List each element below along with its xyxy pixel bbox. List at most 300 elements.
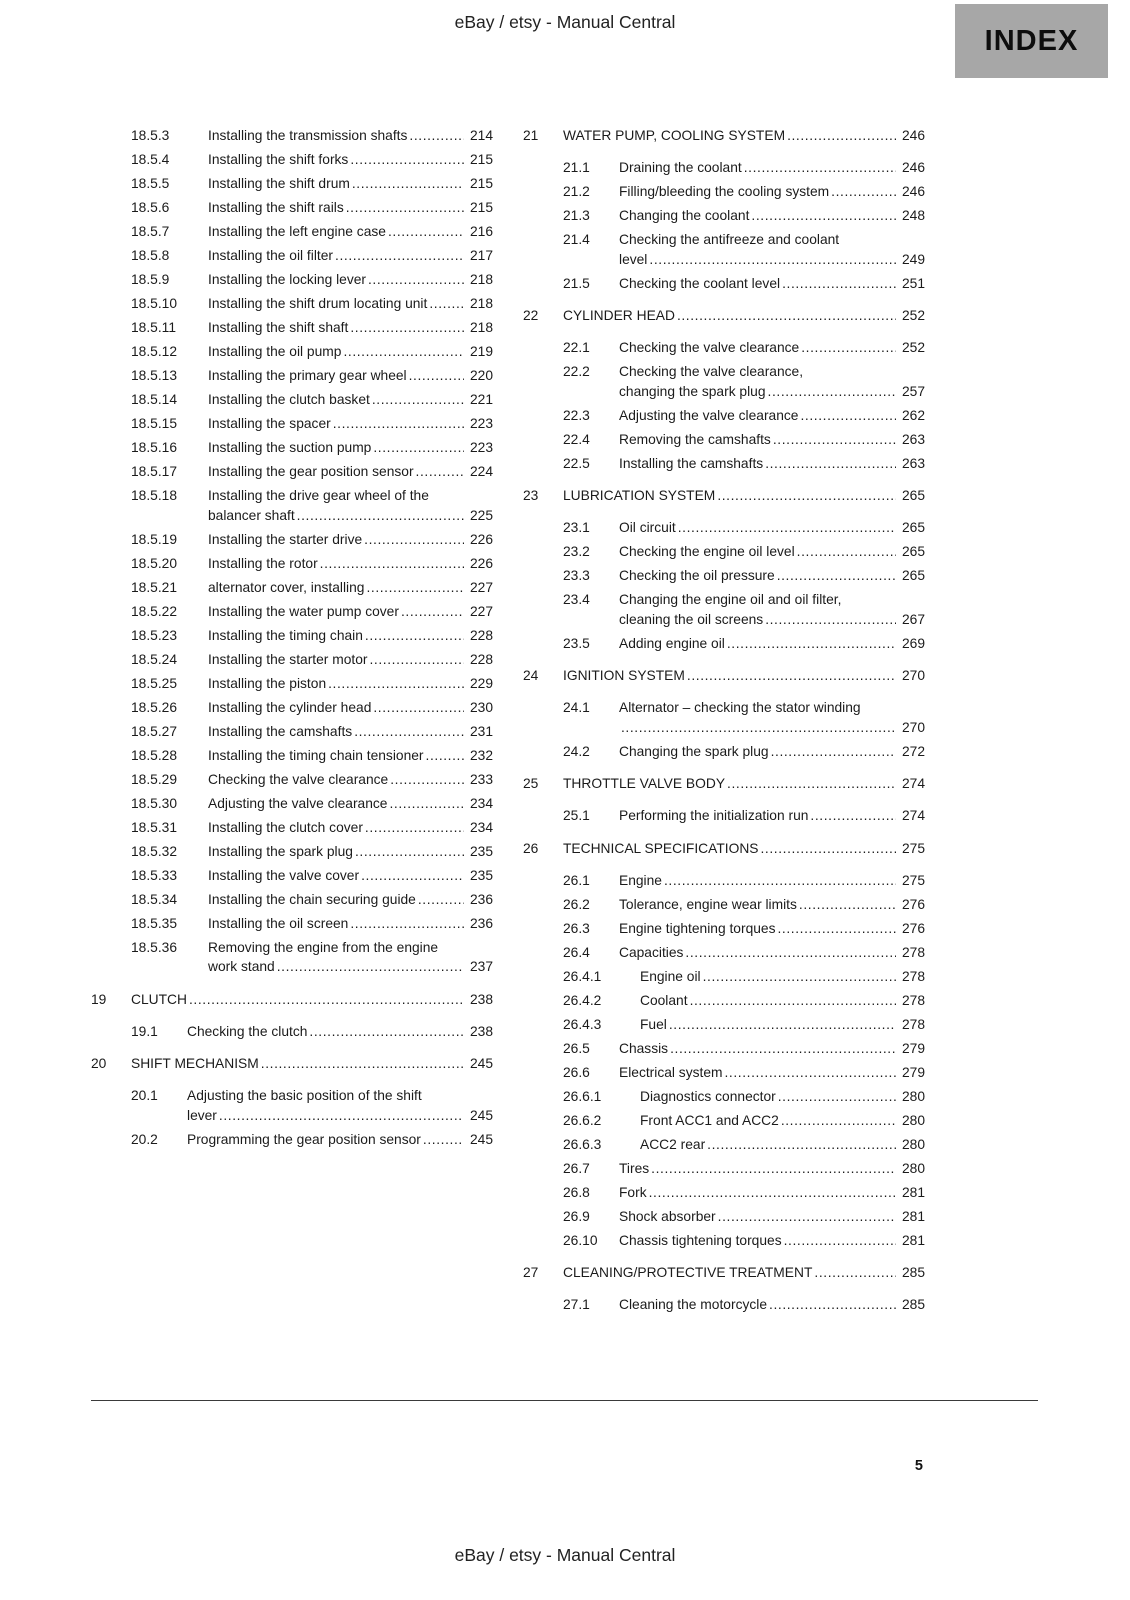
toc-entry: [131, 602, 493, 622]
toc-entry-page: 281: [896, 1231, 925, 1251]
toc-entry-text: [563, 486, 925, 506]
toc-entry-number: 26.8: [563, 1184, 590, 1200]
toc-entry-title: Removing the engine from the engine work stand: [208, 939, 439, 974]
toc-entry: [131, 270, 493, 290]
toc-entry: [563, 919, 925, 939]
toc-entry-text: [208, 794, 493, 814]
toc-entry-page: 246: [896, 182, 925, 202]
toc-entry-page: 245: [464, 1106, 493, 1126]
toc-entry-number: 21.4: [563, 232, 590, 247]
toc-entry-page: 223: [464, 438, 493, 458]
toc-entry-page: 236: [464, 890, 493, 910]
toc-entry: [131, 126, 493, 146]
index-label: INDEX: [984, 24, 1079, 57]
toc-entry-page: 245: [464, 1054, 493, 1074]
toc-entry-title: Installing the camshafts: [619, 455, 764, 471]
toc-entry-page: 227: [464, 602, 493, 622]
toc-entry-page: 265: [896, 542, 925, 562]
toc-entry-number: 21.2: [563, 184, 590, 199]
toc-entry-page: 237: [464, 957, 493, 977]
toc-entry: [563, 871, 925, 891]
toc-entry-text: [208, 554, 493, 574]
toc-entry-text: [640, 967, 925, 987]
toc-entry-number: 22.2: [563, 364, 590, 379]
toc-entry: [563, 806, 925, 826]
toc-entry-page: 221: [464, 390, 493, 410]
toc-entry-number: 20: [91, 1056, 107, 1071]
toc-entry-title: Installing the valve cover: [208, 867, 360, 883]
toc-entry: [131, 150, 493, 170]
toc-entry: [131, 342, 493, 362]
toc-entry-page: 280: [896, 1135, 925, 1155]
toc-entry-page: 285: [896, 1263, 925, 1283]
toc-entry-number: 18.5.21: [131, 579, 178, 595]
toc-entry-number: 23.4: [563, 592, 590, 607]
toc-entry-text: [208, 342, 493, 362]
toc-entry-text: [619, 1231, 925, 1251]
toc-entry-title: SHIFT MECHANISM: [131, 1056, 259, 1071]
toc-entry-number: 24: [523, 668, 539, 683]
toc-entry-text: [208, 150, 493, 170]
toc-entry-text: [619, 406, 925, 426]
toc-entry-text: [187, 1022, 493, 1042]
footer-title: eBay / etsy - Manual Central: [454, 1545, 676, 1565]
toc-entry-title: Installing the shift forks: [208, 152, 349, 167]
toc-entry-number: 26.5: [563, 1040, 590, 1056]
toc-entry: [131, 1130, 493, 1150]
toc-entry-number: 18.5.5: [131, 176, 170, 191]
toc-entry-page: 218: [464, 294, 493, 314]
toc-entry-title: Fork: [619, 1184, 647, 1200]
toc-entry-page: 280: [896, 1111, 925, 1131]
toc-entry: [523, 666, 925, 686]
toc-entry: [131, 486, 493, 525]
toc-entry-number: 18.5.12: [131, 344, 178, 359]
toc-entry-text: [208, 438, 493, 458]
toc-entry: [563, 895, 925, 915]
toc-entry: [563, 943, 925, 963]
toc-entry-page: 234: [464, 818, 493, 838]
toc-entry-text: [208, 722, 493, 742]
toc-entry-title: Installing the oil filter: [208, 248, 334, 263]
toc-entry: [131, 578, 493, 598]
toc-entry-text: [619, 1063, 925, 1083]
toc-entry: [131, 746, 493, 766]
toc-entry-number: 23.5: [563, 635, 590, 651]
toc-entry-number: 18.5.30: [131, 795, 178, 811]
toc-entry-number: 26.4.2: [563, 992, 602, 1008]
toc-entry: [131, 842, 493, 862]
toc-entry-number: 18.5.14: [131, 392, 178, 407]
table-of-contents: [91, 126, 925, 1319]
toc-entry: [563, 338, 925, 358]
toc-entry-number: 18.5.8: [131, 248, 170, 263]
toc-entry-page: 275: [896, 871, 925, 891]
toc-entry-page: 274: [896, 806, 925, 826]
toc-entry-title: Installing the locking lever: [208, 272, 366, 287]
toc-entry: [131, 462, 493, 482]
toc-entry-title: Installing the camshafts: [208, 723, 353, 739]
toc-entry-text: [208, 842, 493, 862]
toc-entry: [563, 566, 925, 586]
toc-entry-title: Capacities: [619, 944, 684, 960]
toc-entry-page: 245: [464, 1130, 493, 1150]
toc-entry-text: [208, 530, 493, 550]
toc-entry-title: CLEANING/PROTECTIVE TREATMENT: [563, 1265, 813, 1280]
toc-entry-text: [131, 990, 493, 1010]
toc-entry: [131, 530, 493, 550]
toc-entry-number: 23.1: [563, 520, 590, 535]
toc-entry-page: 278: [896, 991, 925, 1011]
toc-entry-text: [619, 158, 925, 178]
toc-entry-title: Installing the oil screen: [208, 915, 349, 931]
toc-entry-text: [208, 246, 493, 266]
toc-entry-page: 223: [464, 414, 493, 434]
toc-entry-page: 215: [464, 174, 493, 194]
toc-entry-title: Checking the valve clearance: [619, 340, 800, 355]
toc-entry: [563, 518, 925, 538]
toc-entry-text: [619, 566, 925, 586]
toc-entry-number: 20.2: [131, 1131, 158, 1147]
toc-entry-title: Installing the gear position sensor: [208, 464, 414, 479]
toc-entry-text: [208, 174, 493, 194]
toc-entry: [563, 1295, 925, 1315]
toc-entry-title: Engine oil: [640, 968, 701, 984]
toc-entry-text: [563, 839, 925, 859]
index-label-box: [955, 4, 1108, 78]
toc-entry: [563, 206, 925, 226]
toc-entry-number: 26.10: [563, 1232, 598, 1248]
toc-entry-page: 278: [896, 967, 925, 987]
toc-entry-text: [208, 914, 493, 934]
toc-entry: [131, 366, 493, 386]
toc-entry: [131, 1022, 493, 1042]
toc-entry-number: 26.6.3: [563, 1136, 602, 1152]
toc-entry: [563, 542, 925, 562]
toc-entry-text: [208, 650, 493, 670]
toc-entry-number: 23.3: [563, 568, 590, 583]
toc-entry-text: [187, 1130, 493, 1150]
toc-entry-text: [619, 806, 925, 826]
toc-entry: [523, 839, 925, 859]
toc-entry-title: Installing the shift drum locating unit: [208, 296, 428, 311]
toc-entry-title: Installing the drive gear wheel of the balancer shaft: [208, 488, 429, 523]
toc-entry-title: Removing the camshafts: [619, 431, 771, 447]
toc-entry-title: Checking the antifreeze and coolant level: [619, 232, 840, 267]
toc-entry-title: Checking the engine oil level: [619, 544, 795, 559]
toc-entry-text: [619, 542, 925, 562]
toc-entry-title: Installing the cylinder head: [208, 699, 372, 715]
toc-entry: [563, 698, 925, 737]
toc-entry-page: 265: [896, 518, 925, 538]
toc-entry-number: 18.5.29: [131, 771, 178, 787]
toc-entry-number: 18.5.17: [131, 464, 178, 479]
toc-entry-page: 236: [464, 914, 493, 934]
toc-entry-number: 25.1: [563, 808, 590, 823]
toc-entry-title: Installing the spacer: [208, 416, 331, 431]
toc-entry-title: WATER PUMP, COOLING SYSTEM: [563, 128, 786, 143]
toc-entry-number: 18.5.11: [131, 320, 177, 335]
toc-entry-page: 270: [896, 718, 925, 738]
header-title: eBay / etsy - Manual Central: [454, 12, 676, 32]
toc-entry-text: [619, 206, 925, 226]
toc-entry-text: [619, 1295, 925, 1315]
toc-entry-number: 26.4.1: [563, 968, 602, 984]
toc-entry: [523, 486, 925, 506]
toc-entry: [523, 126, 925, 146]
toc-entry: [563, 1087, 925, 1107]
toc-entry: [563, 430, 925, 450]
toc-entry-title: Installing the water pump cover: [208, 603, 399, 619]
toc-entry-page: 265: [896, 486, 925, 506]
toc-entry-number: 27: [523, 1265, 539, 1280]
toc-entry-title: Installing the starter motor: [208, 651, 368, 667]
toc-entry-number: 18.5.36: [131, 939, 178, 955]
toc-entry: [563, 1135, 925, 1155]
toc-entry-text: [640, 1087, 925, 1107]
toc-entry-number: 18.5.7: [131, 224, 170, 239]
toc-entry-text: [208, 366, 493, 386]
toc-entry-text: [619, 634, 925, 654]
toc-entry-page: 246: [896, 126, 925, 146]
toc-entry-text: [208, 770, 493, 790]
toc-entry-page: 278: [896, 943, 925, 963]
toc-entry-text: [563, 1263, 925, 1283]
toc-entry-page: 252: [896, 338, 925, 358]
toc-entry: [131, 1086, 493, 1125]
toc-entry-page: 252: [896, 306, 925, 326]
toc-entry-number: 18.5.23: [131, 627, 178, 643]
toc-entry-number: 19.1: [131, 1023, 158, 1039]
toc-entry-title: Installing the shift shaft: [208, 320, 349, 335]
toc-entry-page: 279: [896, 1063, 925, 1083]
toc-entry-number: 18.5.4: [131, 152, 170, 167]
toc-entry-text: [208, 222, 493, 242]
toc-entry: [131, 938, 493, 977]
toc-entry: [563, 991, 925, 1011]
toc-entry-page: 285: [896, 1295, 925, 1315]
toc-entry-page: 226: [464, 530, 493, 550]
toc-entry-title: Adjusting the valve clearance: [619, 407, 799, 423]
toc-entry-title: Installing the timing chain: [208, 627, 363, 643]
toc-entry: [131, 554, 493, 574]
toc-entry-number: 26.9: [563, 1208, 590, 1224]
toc-entry-title: Adjusting the valve clearance: [208, 795, 388, 811]
toc-entry-title: Checking the clutch: [187, 1023, 308, 1039]
toc-entry-title: THROTTLE VALVE BODY: [563, 776, 726, 791]
toc-entry-page: 275: [896, 839, 925, 859]
toc-entry-text: [208, 938, 493, 977]
toc-entry-text: [619, 742, 925, 762]
toc-entry-page: 267: [896, 610, 925, 630]
toc-entry-text: [208, 390, 493, 410]
toc-entry-title: Installing the shift drum: [208, 176, 350, 191]
toc-entry-number: 18.5.3: [131, 128, 170, 143]
toc-entry-title: Changing the coolant: [619, 208, 750, 223]
toc-entry: [563, 454, 925, 474]
toc-entry: [131, 698, 493, 718]
toc-entry-title: Chassis: [619, 1040, 669, 1056]
toc-entry-text: [619, 1183, 925, 1203]
toc-entry-page: 238: [464, 1022, 493, 1042]
toc-entry-title: Performing the initialization run: [619, 808, 809, 823]
toc-entry-number: 21.3: [563, 208, 590, 223]
toc-entry-page: 279: [896, 1039, 925, 1059]
toc-entry-text: [619, 362, 925, 401]
toc-entry-text: [619, 1207, 925, 1227]
toc-entry-page: 262: [896, 406, 925, 426]
toc-entry-title: Installing the suction pump: [208, 440, 372, 455]
toc-entry-number: 22.3: [563, 407, 590, 423]
toc-entry-text: [619, 871, 925, 891]
toc-entry-page: 269: [896, 634, 925, 654]
toc-entry-title: Engine: [619, 872, 662, 888]
toc-entry-page: 263: [896, 430, 925, 450]
toc-entry: [563, 967, 925, 987]
toc-entry-page: 234: [464, 794, 493, 814]
toc-entry-page: 215: [464, 150, 493, 170]
toc-entry-page: 246: [896, 158, 925, 178]
toc-entry-title: Installing the oil pump: [208, 344, 342, 359]
toc-entry-text: [619, 518, 925, 538]
toc-entry-text: [619, 230, 925, 269]
toc-entry-title: Checking the valve clearance: [208, 771, 389, 787]
toc-entry: [131, 914, 493, 934]
toc-entry: [563, 1039, 925, 1059]
toc-entry-number: 20.1: [131, 1088, 158, 1103]
toc-entry-page: 238: [464, 990, 493, 1010]
toc-entry-number: 18.5.32: [131, 843, 178, 859]
toc-entry: [523, 774, 925, 794]
toc-entry: [563, 1015, 925, 1035]
toc-entry-title: Adjusting the basic position of the shift lever: [187, 1088, 422, 1123]
toc-entry-number: 18.5.16: [131, 440, 178, 455]
toc-entry-number: 18.5.24: [131, 651, 178, 667]
toc-entry: [563, 1063, 925, 1083]
toc-entry-page: 276: [896, 919, 925, 939]
toc-entry-text: [208, 626, 493, 646]
toc-entry-text: [619, 943, 925, 963]
toc-entry-text: [208, 578, 493, 598]
toc-entry-text: [640, 1135, 925, 1155]
toc-entry-page: 218: [464, 318, 493, 338]
toc-entry: [563, 158, 925, 178]
toc-entry: [131, 650, 493, 670]
toc-entry-title: Engine tightening torques: [619, 920, 776, 936]
toc-entry-title: Tires: [619, 1160, 650, 1176]
toc-entry: [523, 306, 925, 326]
toc-entry-number: 18.5.6: [131, 200, 170, 215]
toc-entry: [131, 794, 493, 814]
toc-entry-title: ACC2 rear: [640, 1136, 706, 1152]
toc-entry-number: 18.5.15: [131, 416, 178, 431]
toc-entry-page: 265: [896, 566, 925, 586]
toc-entry-number: 27.1: [563, 1297, 590, 1312]
toc-entry-title: Cleaning the motorcycle: [619, 1297, 768, 1312]
toc-entry: [131, 390, 493, 410]
toc-entry-text: [208, 866, 493, 886]
toc-entry-title: Changing the engine oil and oil filter, cleaning the oil screens: [619, 592, 842, 627]
toc-entry-page: 257: [896, 382, 925, 402]
toc-entry-page: 230: [464, 698, 493, 718]
toc-entry-title: alternator cover, installing: [208, 579, 365, 595]
toc-entry-number: 18.5.22: [131, 603, 178, 619]
toc-entry: [563, 590, 925, 629]
toc-entry-title: Checking the oil pressure: [619, 568, 775, 583]
toc-entry-number: 22.4: [563, 431, 590, 447]
toc-entry-title: Diagnostics connector: [640, 1088, 776, 1104]
toc-entry-page: 272: [896, 742, 925, 762]
toc-entry: [131, 890, 493, 910]
toc-entry: [563, 634, 925, 654]
toc-entry-title: TECHNICAL SPECIFICATIONS: [563, 840, 759, 856]
toc-entry-text: [208, 818, 493, 838]
toc-entry: [563, 1207, 925, 1227]
toc-entry-number: 24.2: [563, 743, 590, 759]
toc-entry: [131, 198, 493, 218]
toc-entry-text: [619, 182, 925, 202]
toc-entry-page: 270: [896, 666, 925, 686]
toc-entry: [131, 318, 493, 338]
toc-entry-page: 216: [464, 222, 493, 242]
toc-entry-page: 215: [464, 198, 493, 218]
toc-entry-title: CYLINDER HEAD: [563, 308, 675, 323]
toc-entry-text: [619, 698, 925, 737]
toc-entry-page: 218: [464, 270, 493, 290]
toc-entry-number: 26.6.1: [563, 1088, 602, 1104]
toc-entry-text: [640, 1111, 925, 1131]
toc-entry-text: [208, 746, 493, 766]
footer-divider: [91, 1400, 1038, 1401]
toc-entry-text: [563, 666, 925, 686]
toc-entry-number: 26.2: [563, 896, 590, 912]
toc-entry-number: 18.5.13: [131, 368, 178, 383]
toc-entry-title: Changing the spark plug: [619, 743, 769, 759]
toc-entry-number: 26.6: [563, 1064, 590, 1080]
toc-entry: [131, 294, 493, 314]
toc-entry-page: 280: [896, 1087, 925, 1107]
toc-entry-text: [619, 919, 925, 939]
toc-entry-number: 25: [523, 776, 539, 791]
toc-entry-number: 18.5.10: [131, 296, 178, 311]
toc-entry-title: Fuel: [640, 1016, 667, 1032]
toc-entry-text: [187, 1086, 493, 1125]
toc-entry-page: 274: [896, 774, 925, 794]
toc-entry-title: Installing the timing chain tensioner: [208, 747, 424, 763]
toc-entry-title: Installing the piston: [208, 675, 327, 691]
page-number: 5: [914, 1458, 923, 1474]
toc-entry-page: 263: [896, 454, 925, 474]
toc-entry-page: 225: [464, 506, 493, 526]
toc-entry-title: Installing the clutch cover: [208, 819, 363, 835]
toc-entry-number: 26.4: [563, 944, 590, 960]
toc-entry-title: Installing the left engine case: [208, 224, 386, 239]
toc-entry-number: 22.1: [563, 340, 590, 355]
toc-entry: [563, 362, 925, 401]
toc-entry-text: [208, 602, 493, 622]
toc-entry-title: Checking the coolant level: [619, 275, 781, 291]
toc-entry-title: Installing the spark plug: [208, 843, 353, 859]
toc-entry-number: 26: [523, 840, 539, 856]
toc-entry-text: [619, 1159, 925, 1179]
toc-entry-page: 224: [464, 462, 493, 482]
toc-entry-page: 281: [896, 1183, 925, 1203]
toc-entry-page: 232: [464, 746, 493, 766]
toc-entry-text: [619, 454, 925, 474]
toc-entry: [563, 1231, 925, 1251]
toc-entry-title: Installing the clutch basket: [208, 392, 370, 407]
toc-entry-text: [208, 414, 493, 434]
